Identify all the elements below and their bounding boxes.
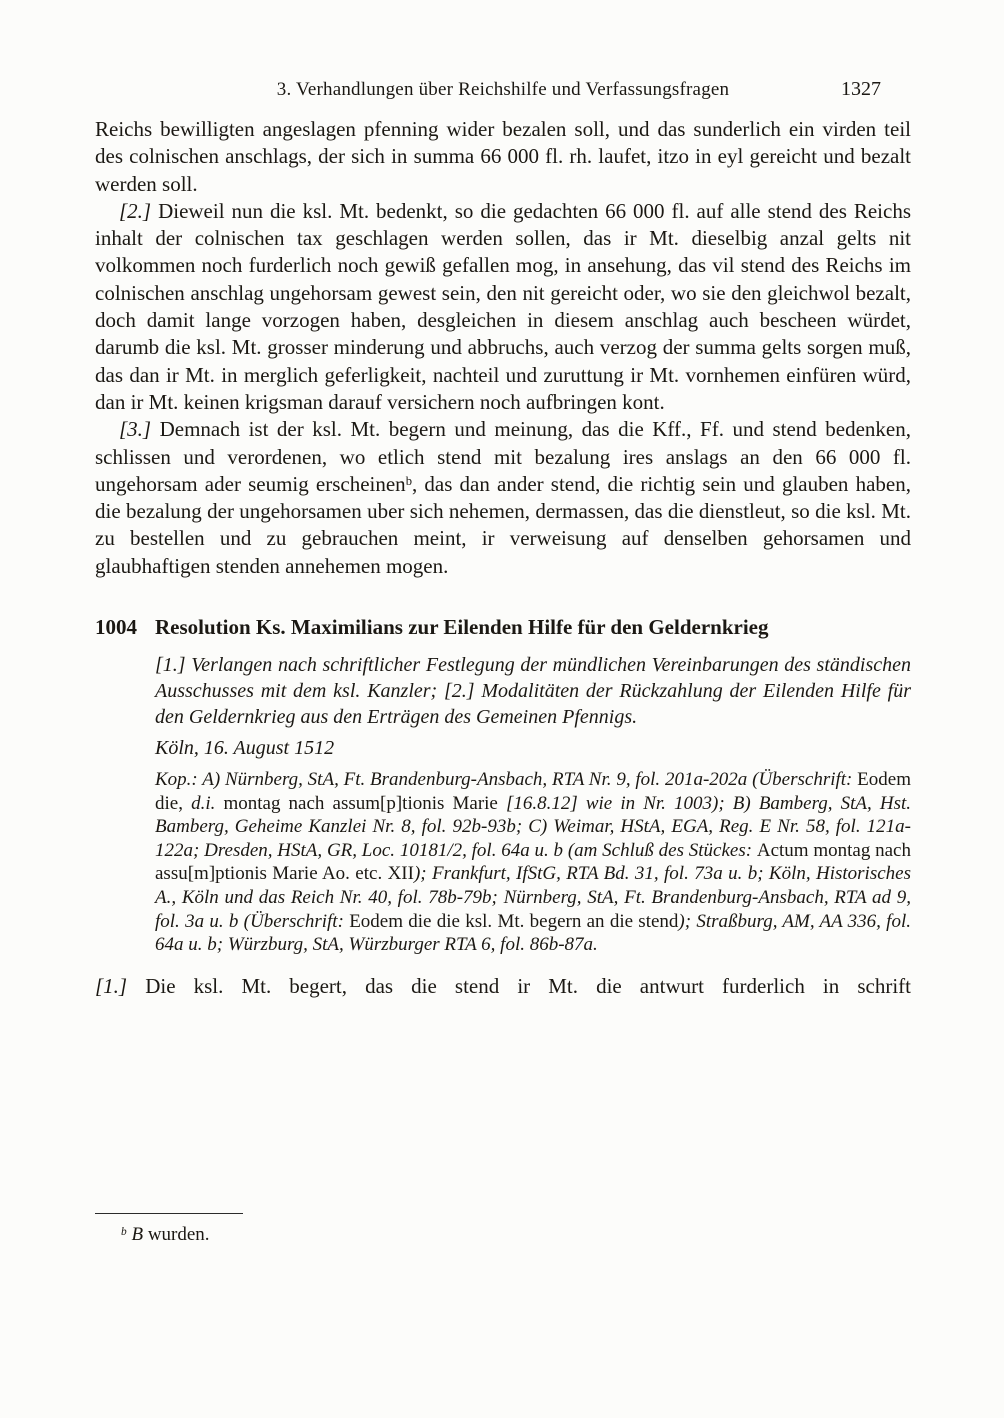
section-marker-2: [2.] xyxy=(119,198,152,223)
footnote-marker-b: b xyxy=(121,1225,127,1238)
apparatus-segment: ); Frankfurt, IfStG, RTA Bd. 31, fol. 73a u. b; Köln, Historisches A., Köln und das Reich Nr. 40, fol. 78b-79b; Nürnberg, StA, Ft. Brandenburg-Ansbach, RTA ad 9, fol. 3a u. b (Überschrift: xyxy=(155,863,911,932)
footnote-text: wurden. xyxy=(143,1224,210,1245)
entry-opening-paragraph xyxy=(95,973,911,1000)
paragraph-text: Reichs bewilligten angeslagen pfenning wider bezalen soll, und das sunderlich ein virden teil des colnischen anschlags, der sich in summa 66 000 fl. rh. laufet, itzo in eyl gereicht und bezalt werden soll. xyxy=(95,117,911,196)
paragraph-text: Die ksl. Mt. begert, das die stend ir Mt. die antwurt furderlich in schrift xyxy=(127,973,911,998)
paragraph-continuation xyxy=(95,116,911,198)
footnote-area xyxy=(95,1213,911,1247)
apparatus-quote: Actum montag nach assu[m]ptionis Marie Ao. etc. XII xyxy=(155,839,911,885)
apparatus-quote: Eodem die, xyxy=(155,769,911,814)
footnote-lemma: B xyxy=(131,1224,144,1245)
running-header xyxy=(95,78,911,102)
paragraph-2 xyxy=(95,198,911,416)
paragraph-text: Dieweil nun die ksl. Mt. bedenkt, so die gedachten 66 000 fl. auf alle stend des Reichs inhalt der colnischen tax geschlagen werden sollen, das ir Mt. dieselbig anzal gelts nit volkommen noch furderlich noch gewiß gefallen mog, in ansehung, das vil stend des Reichs im colnischen anschlag ungehorsam gewest sein, den nit gereicht oder, wo sie den gleichwol bezalt, doch damit lange vorzogen haben, desgleichen in diesem anschlag auch bescheen würdet, darumb die ksl. Mt. grosser minderung und abbruchs, auch verzog der summa gelts sorgen muß, das dan ir Mt. in merglich geferligkeit, nachteil und zuruttung ir Mt. vornhemen einfüren würd, dan ir Mt. keinen krigsman darauf versichern noch aufbringen kont. xyxy=(95,198,911,414)
footnote-ref-b: b xyxy=(405,473,412,488)
entry-heading xyxy=(95,614,911,641)
paragraph-text: Demnach ist der ksl. Mt. begern und meinung, das die Kff., Ff. und stend bedenken, schlissen und verordenen, wo etlich stend mit bezalung ires anslags an den 66 000 fl. ungehorsam ader seumig erscheinen xyxy=(95,417,911,496)
footnote-separator xyxy=(95,1213,243,1214)
apparatus-quote: montag nach assum[p]tionis Marie xyxy=(223,792,506,814)
entry-number: 1004 xyxy=(95,615,137,640)
entry-apparatus xyxy=(155,768,911,957)
apparatus-quote: Eodem die die ksl. Mt. begern an die stend xyxy=(349,910,679,932)
entry-dateline: Köln, 16. August 1512 xyxy=(155,737,335,760)
apparatus-segment: Kop.: A) Nürnberg, StA, Ft. Brandenburg-Ansbach, RTA Nr. 9, fol. 201a-202a (Überschrift: xyxy=(155,769,858,791)
running-header-title: 3. Verhandlungen über Reichshilfe und Verfassungsfragen xyxy=(276,79,730,100)
footnote-b xyxy=(95,1223,911,1247)
text-column xyxy=(95,116,911,1000)
section-marker-3: [3.] xyxy=(119,417,152,442)
entry-summary: [1.] Verlangen nach schriftlicher Festlegung der mündlichen Vereinbarungen des ständischen Ausschusses mit dem ksl. Kanzler; [2.] Modalitäten der Rückzahlung der Eilenden Hilfe für den Geldernkrieg aus den Erträgen des Gemeinen Pfennigs. xyxy=(155,654,911,729)
paragraph-3 xyxy=(95,416,911,580)
paragraph-text: , das dan ander stend, die richtig sein und glauben haben, die bezalung der ungehorsamen uber sich nehemen, dermassen, das die dienstleut, so die ksl. Mt. zu bestellen und zu gebrauchen meint, ir verweisung auf denselben gehorsamen und glaubhaftigen stenden annehemen mogen. xyxy=(95,471,911,578)
entry-title: Resolution Ks. Maximilians zur Eilenden Hilfe für den Geldernkrieg xyxy=(155,615,769,640)
section-marker-1: [1.] xyxy=(95,973,128,998)
apparatus-segment: d.i. xyxy=(182,792,224,814)
apparatus-segment: ); Straßburg, AM, AA 336, fol. 64a u. b; Würzburg, StA, Würzburger RTA 6, fol. 86b-87a. xyxy=(155,910,911,956)
apparatus-segment: [16.8.12] wie in Nr. 1003); B) Bamberg, StA, Hst. Bamberg, Geheime Kanzlei Nr. 8, fol. 92b-93b; C) Weimar, HStA, EGA, Reg. E Nr. 58, fol. 121a-122a; Dresden, HStA, GR, Loc. 10181/2, fol. 64a u. b (am Schluß des Stückes: xyxy=(155,792,912,861)
page-number: 1327 xyxy=(841,78,881,100)
entry-1004 xyxy=(95,614,911,957)
